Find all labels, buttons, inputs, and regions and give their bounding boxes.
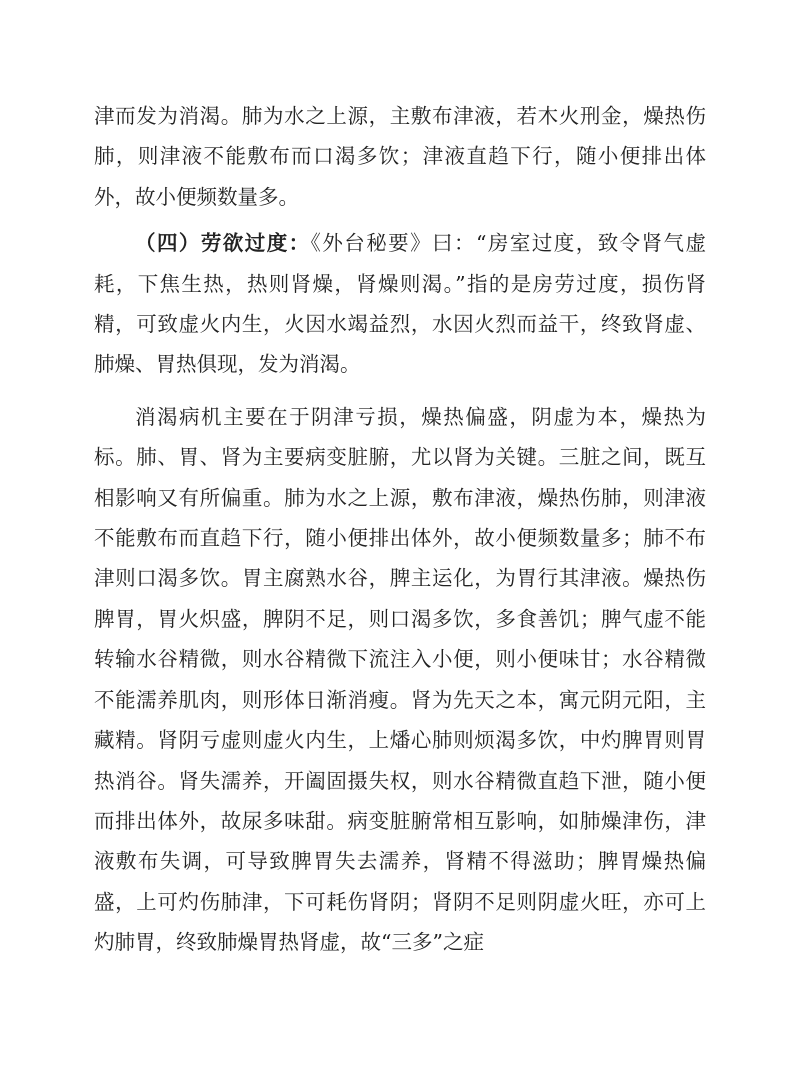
section-heading: （四）劳欲过度： <box>135 231 311 256</box>
paragraph-1 <box>94 96 706 217</box>
paragraph-3 <box>94 397 706 963</box>
paragraph-3-text: 消渴病机主要在于阴津亏损，燥热偏盛，阴虚为本，燥热为标。肺、胃、肾为主要病变脏腑，尤以肾为关键。三脏之间，既互相影响又有所偏重。肺为水之上源，敷布津液，燥热伤肺，则津液不能敷布而直趋下行，随小便排出体外，故小便频数量多；肺不布津则口渴多饮。胃主腐熟水谷，脾主运化，为胃行其津液。燥热伤脾胃，胃火炽盛，脾阴不足，则口渴多饮，多食善饥；脾气虚不能转输水谷精微，则水谷精微下流注入小便，则小便味甘；水谷精微不能濡养肌肉，则形体日渐消瘦。肾为先天之本，寓元阴元阳，主藏精。肾阴亏虚则虚火内生，上燔心肺则烦渴多饮，中灼脾胃则胃热消谷。肾失濡养，开阖固摄失权，则水谷精微直趋下泄，随小便而排出体外，故尿多味甜。病变脏腑常相互影响，如肺燥津伤，津液敷布失调，可导致脾胃失去濡养，肾精不得滋助；脾胃燥热偏盛，上可灼伤肺津，下可耗伤肾阴；肾阴不足则阴虚火旺，亦可上灼肺胃，终致肺燥胃热肾虚，故“三多”之症 <box>94 404 706 955</box>
paragraph-2-text: 《外台秘要》曰：“房室过度，致令肾气虚耗，下焦生热，热则肾燥，肾燥则渴。”指的是房劳过度，损伤肾精，可致虚火内生，火因水竭益烈，水因火烈而益干，终致肾虚、肺燥、胃热俱现，发为消渴。 <box>94 231 706 377</box>
paragraph-1-text: 津而发为消渴。肺为水之上源，主敷布津液，若木火刑金，燥热伤肺，则津液不能敷布而口渴多饮；津液直趋下行，随小便排出体外，故小便频数量多。 <box>94 104 706 209</box>
paragraph-2 <box>94 223 706 385</box>
body-text <box>94 96 706 963</box>
